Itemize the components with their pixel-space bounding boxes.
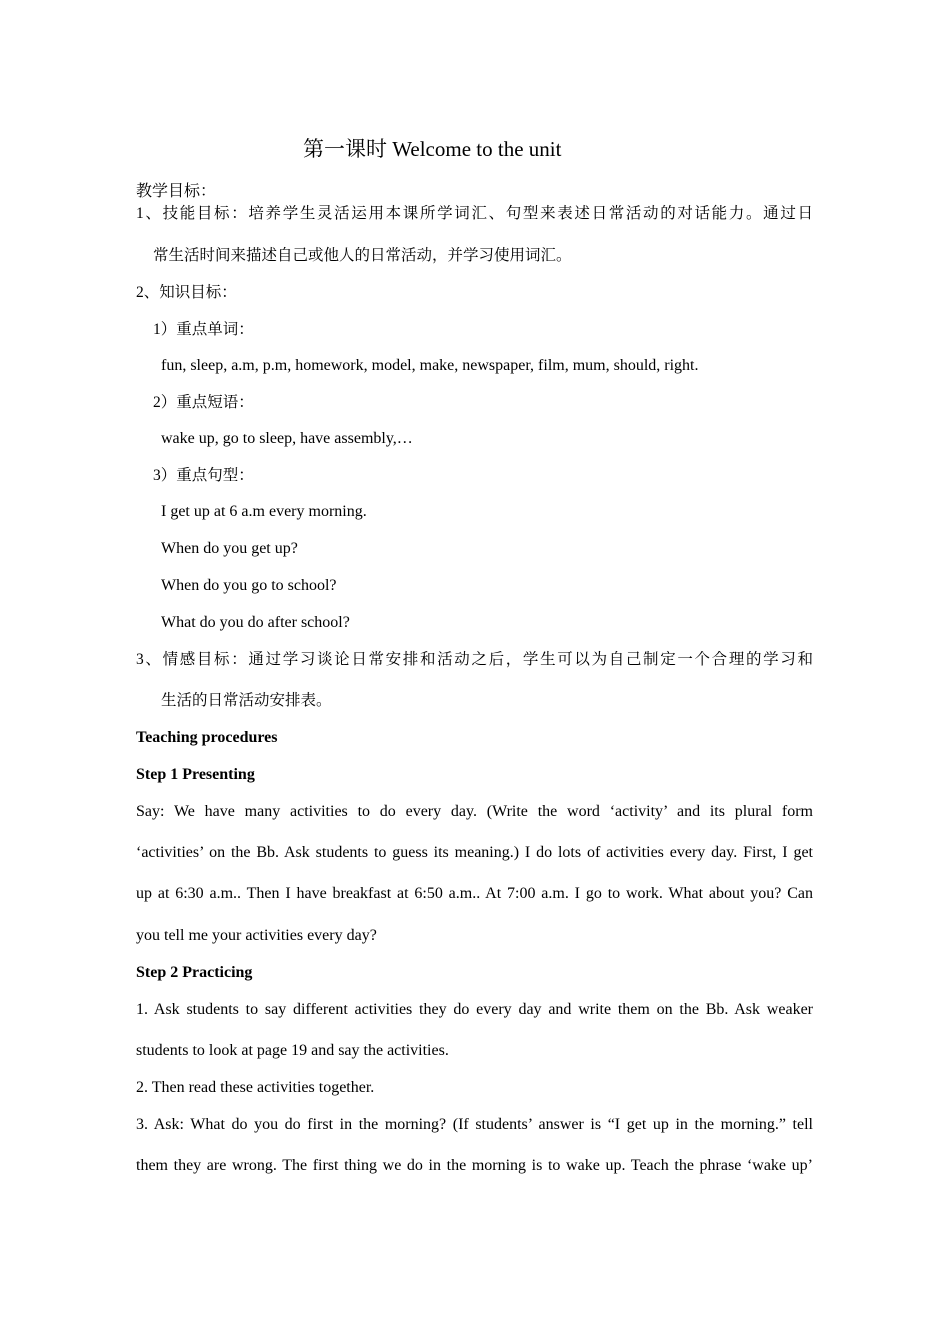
step1-heading: Step 1 Presenting [136,766,255,783]
skill-objective-line2: 常生活时间来描述自己或他人的日常活动，并学习使用词汇。 [153,247,572,264]
key-sentences-label: 3）重点句型： [153,467,254,484]
step2-item3-line: 3. Ask: What do you do first in the morning? (If students’ answer is “I get up in the morning.” tell [136,1116,813,1133]
step2-item3-line: them they are wrong. The first thing we do in the morning is to wake up. Teach the phrase ‘wake up’ [136,1157,813,1174]
step2-item2: 2. Then read these activities together. [136,1079,375,1096]
step1-paragraph-line: you tell me your activities every day? [136,927,377,944]
skill-objective-line1: 1、技能目标：培养学生灵活运用本课所学词汇、句型来表述日常活动的对话能力。通过日 [136,205,813,222]
step2-heading: Step 2 Practicing [136,964,253,981]
key-sentence: I get up at 6 a.m every morning. [161,503,367,520]
emotion-objective-line2: 生活的日常活动安排表。 [161,692,332,709]
knowledge-objective-heading: 2、知识目标： [136,284,237,301]
key-sentence: When do you get up? [161,540,298,557]
emotion-objective-line1: 3、情感目标：通过学习谈论日常安排和活动之后，学生可以为自己制定一个合理的学习和 [136,651,813,668]
key-sentence: What do you do after school? [161,614,350,631]
document-title: 第一课时 Welcome to the unit [303,137,562,161]
step1-paragraph-line: Say: We have many activities to do every day. (Write the word ‘activity’ and its plural form [136,803,813,820]
step1-paragraph-line: ‘activities’ on the Bb. Ask students to guess its meaning.) I do lots of activities every day. First, I get [136,844,813,861]
key-phrases-label: 2）重点短语： [153,394,254,411]
step2-item1-line: 1. Ask students to say different activities they do every day and write them on the Bb. Ask weaker [136,1001,813,1018]
key-phrases: wake up, go to sleep, have assembly,… [161,430,413,447]
objectives-heading: 教学目标： [136,181,217,200]
step2-item1-line: students to look at page 19 and say the activities. [136,1042,449,1059]
key-sentence: When do you go to school? [161,577,337,594]
key-words: fun, sleep, a.m, p.m, homework, model, make, newspaper, film, mum, should, right. [161,357,699,374]
key-words-label: 1）重点单词： [153,321,254,338]
teaching-procedures-heading: Teaching procedures [136,729,278,746]
step1-paragraph-line: up at 6:30 a.m.. Then I have breakfast at 6:50 a.m.. At 7:00 a.m. I go to work. What about you? Can [136,885,813,902]
